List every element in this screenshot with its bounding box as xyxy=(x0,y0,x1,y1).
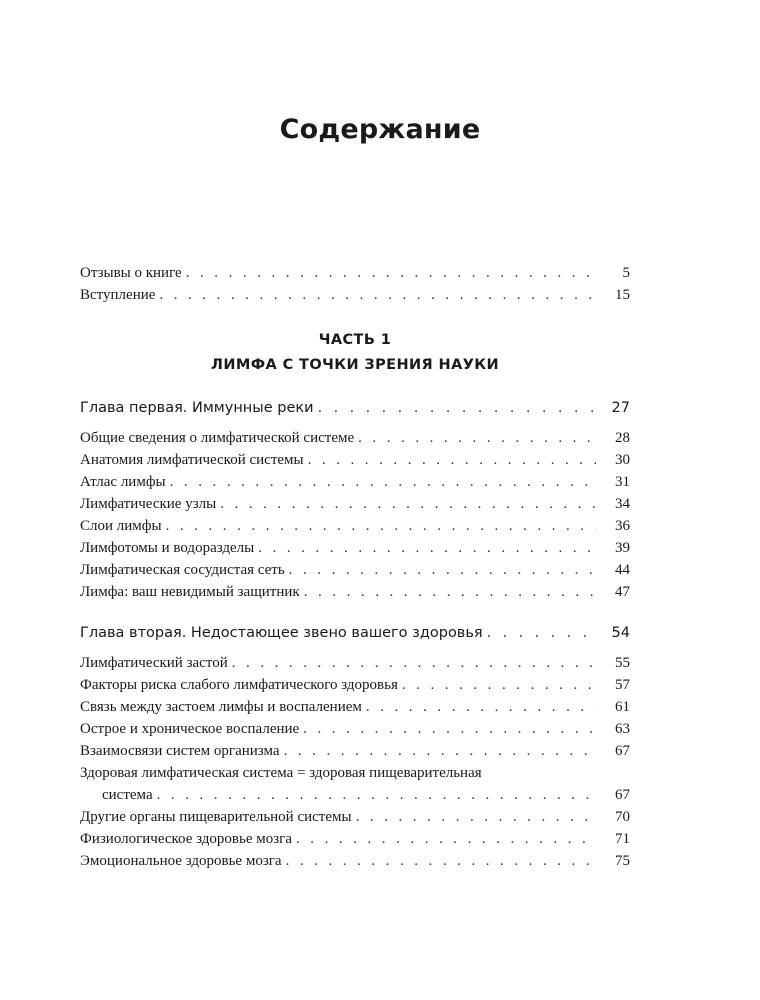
toc-page-number: 47 xyxy=(615,584,630,600)
toc-page-number: 44 xyxy=(615,562,630,578)
toc-entry-text: Физиологическое здоровье мозга xyxy=(80,831,292,847)
toc-entry-text: Лимфатическая сосудистая сеть xyxy=(80,562,285,578)
toc-entry-text: Другие органы пищеварительной системы xyxy=(80,809,352,825)
dot-leader xyxy=(166,515,596,537)
dot-leader xyxy=(296,828,596,850)
toc-entry-text: Связь между застоем лимфы и воспалением xyxy=(80,699,362,715)
toc-entry-text: Факторы риска слабого лимфатического здоровья xyxy=(80,677,398,693)
dot-leader xyxy=(356,806,596,828)
chapter2-entries-after xyxy=(80,806,630,872)
page-title: Содержание xyxy=(279,114,481,145)
toc-entry[interactable] xyxy=(80,581,630,603)
toc-entry-text: Общие сведения о лимфатической системе xyxy=(80,430,355,446)
toc-entry-text: Глава вторая. Недостающее звено вашего здоровья xyxy=(80,625,483,641)
toc-entry[interactable] xyxy=(80,652,630,674)
chapter-heading[interactable] xyxy=(80,397,630,419)
dot-leader xyxy=(318,397,596,419)
dot-leader xyxy=(220,493,596,515)
table-of-contents xyxy=(80,262,630,872)
dot-leader xyxy=(159,284,596,306)
toc-page-number: 67 xyxy=(615,743,630,759)
toc-entry-text: Атлас лимфы xyxy=(80,474,166,490)
toc-entry-text: Анатомия лимфатической системы xyxy=(80,452,304,468)
toc-page-number: 71 xyxy=(615,831,630,847)
toc-page-number: 61 xyxy=(615,699,630,715)
toc-entry[interactable] xyxy=(80,674,630,696)
dot-leader xyxy=(170,471,596,493)
toc-entry[interactable] xyxy=(80,850,630,872)
toc-entry-text: Глава первая. Иммунные реки xyxy=(80,400,314,416)
toc-entry[interactable] xyxy=(80,471,630,493)
toc-page-number: 15 xyxy=(615,287,630,303)
chapter-heading[interactable] xyxy=(80,622,630,644)
toc-page-number: 36 xyxy=(615,518,630,534)
toc-entry-text: Здоровая лимфатическая система = здоровая пищеварительная xyxy=(80,765,482,781)
toc-page-number: 30 xyxy=(615,452,630,468)
toc-entry-text: Лимфа: ваш невидимый защитник xyxy=(80,584,300,600)
toc-page-number: 75 xyxy=(615,853,630,869)
toc-entry[interactable] xyxy=(80,559,630,581)
toc-page-number: 70 xyxy=(615,809,630,825)
toc-entry-text: Взаимосвязи систем организма xyxy=(80,743,280,759)
toc-page-number: 5 xyxy=(622,265,630,281)
dot-leader xyxy=(232,652,596,674)
dot-leader xyxy=(308,449,596,471)
toc-entry[interactable] xyxy=(80,828,630,850)
intro-entries xyxy=(80,262,630,306)
dot-leader xyxy=(487,622,596,644)
part-number: ЧАСТЬ 1 xyxy=(318,332,392,348)
toc-page-number: 28 xyxy=(615,430,630,446)
toc-entry-text: Отзывы о книге xyxy=(80,265,182,281)
toc-entry[interactable] xyxy=(80,718,630,740)
toc-page-number: 39 xyxy=(615,540,630,556)
toc-entry[interactable] xyxy=(80,284,630,306)
part-name: ЛИМФА С ТОЧКИ ЗРЕНИЯ НАУКИ xyxy=(210,357,500,373)
dot-leader xyxy=(366,696,596,718)
toc-entry-wrapped[interactable] xyxy=(80,762,630,806)
toc-page-number: 31 xyxy=(615,474,630,490)
chapter1-entries xyxy=(80,427,630,603)
toc-entry[interactable] xyxy=(80,262,630,284)
toc-entry[interactable] xyxy=(80,696,630,718)
toc-page-number: 57 xyxy=(615,677,630,693)
toc-entry-text: Слои лимфы xyxy=(80,518,162,534)
toc-page-number: 34 xyxy=(615,496,630,512)
dot-leader xyxy=(284,740,596,762)
dot-leader xyxy=(186,262,596,284)
toc-entry[interactable] xyxy=(80,806,630,828)
toc-page-number: 63 xyxy=(615,721,630,737)
dot-leader xyxy=(303,718,596,740)
toc-entry[interactable] xyxy=(80,449,630,471)
toc-page-number: 54 xyxy=(611,625,630,641)
toc-entry[interactable] xyxy=(80,537,630,559)
toc-entry[interactable] xyxy=(80,515,630,537)
toc-page-number: 55 xyxy=(615,655,630,671)
toc-entry[interactable] xyxy=(80,740,630,762)
chapter2-entries xyxy=(80,652,630,762)
toc-entry-text: Лимфатические узлы xyxy=(80,496,217,512)
toc-entry-text: Эмоциональное здоровье мозга xyxy=(80,853,282,869)
toc-entry-text: Вступление xyxy=(80,287,156,303)
toc-page-number: 27 xyxy=(611,400,630,416)
toc-entry-text: система xyxy=(102,787,153,803)
toc-entry[interactable] xyxy=(80,427,630,449)
dot-leader xyxy=(402,674,596,696)
toc-entry-text: Острое и хроническое воспаление xyxy=(80,721,300,737)
dot-leader xyxy=(289,559,596,581)
dot-leader xyxy=(157,784,596,806)
toc-entry-text: Лимфотомы и водоразделы xyxy=(80,540,255,556)
toc-entry-text: Лимфатический застой xyxy=(80,655,228,671)
dot-leader xyxy=(286,850,596,872)
toc-page-number: 67 xyxy=(615,787,630,803)
dot-leader xyxy=(258,537,596,559)
toc-entry[interactable] xyxy=(80,493,630,515)
dot-leader xyxy=(304,581,596,603)
dot-leader xyxy=(358,427,596,449)
